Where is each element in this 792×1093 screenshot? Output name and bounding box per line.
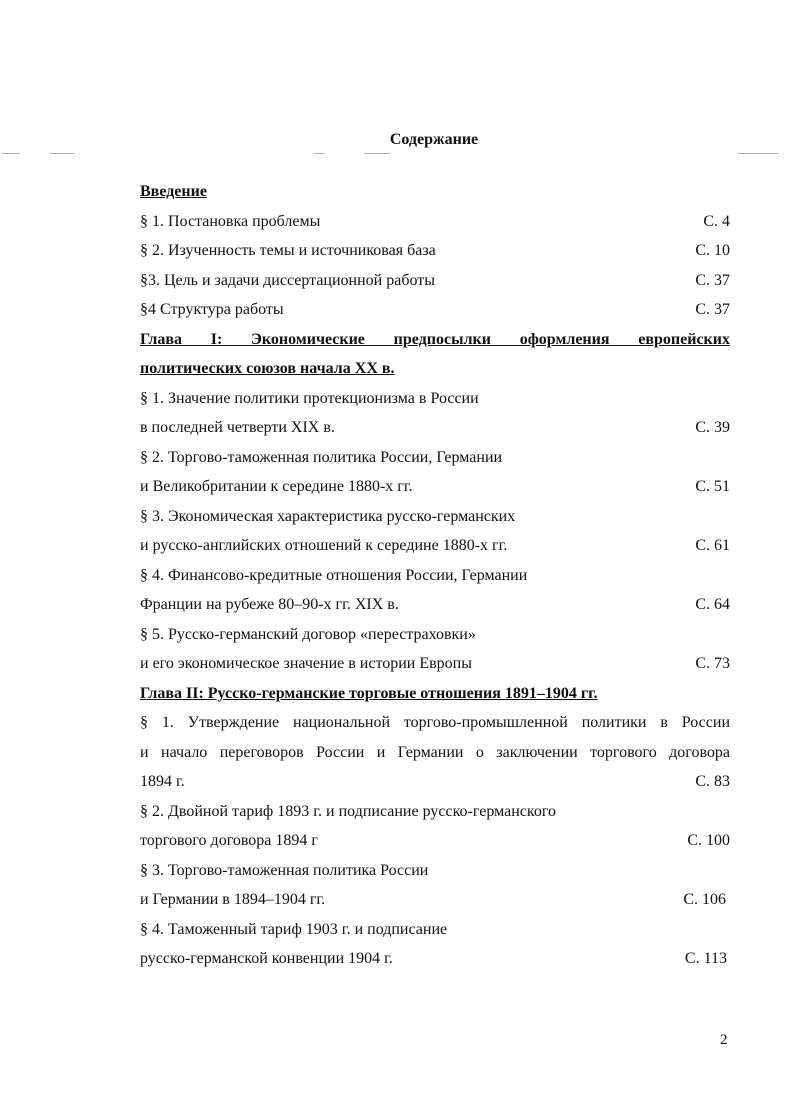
toc-entry-page: С. 73 [695,655,730,672]
toc-entry-line2: и начало переговоров России и Германии о заключении торгового договора [140,744,730,761]
toc-entry-text: и его экономическое значение в истории Европы [140,655,472,672]
page-title: Содержание [389,131,479,148]
chapter1-heading-line1: Глава I: Экономические предпосылки оформления европейских [140,331,730,348]
toc-entry-line1: § 3. Торгово-таможенная политика России [140,862,429,879]
toc-entry-page: С. 100 [687,832,730,849]
toc-entry-page: С. 61 [695,537,730,554]
toc-entry-line1: § 4. Финансово-кредитные отношения России, Германии [140,567,528,584]
scan-line [50,153,74,154]
toc-entry-line1: § 1. Утверждение национальной торгово-промышленной политики в России [140,714,730,731]
scan-line [2,153,20,154]
toc-entry-line1: § 4. Таможенный тариф 1903 г. и подписание [140,921,448,938]
toc-entry-text: §4 Структура работы [140,301,284,318]
toc-entry-text: и Германии в 1894–1904 гг. [140,891,326,908]
toc-entry-page: С. 51 [695,478,730,495]
toc-entry-text: 1894 г. [140,773,185,790]
toc-entry-page: С. 4 [703,213,730,230]
toc-entry-line1: § 3. Экономическая характеристика русско-германских [140,508,516,525]
intro-heading: Введение [140,183,207,200]
toc-entry-text: Франции на рубеже 80–90-х гг. XIX в. [140,596,399,613]
toc-entry-text: русско-германской конвенции 1904 г. [140,950,393,967]
scan-line [313,153,325,154]
toc-entry-page: С. 39 [695,419,730,436]
toc-entry-page: С. 10 [695,242,730,259]
toc-entry-page: С. 83 [695,773,730,790]
toc-entry-text: § 1. Постановка проблемы [140,213,321,230]
toc-entry-text: и Великобритании к середине 1880-х гг. [140,478,413,495]
toc-entry-text: §3. Цель и задачи диссертационной работы [140,272,435,289]
toc-entry-text: § 2. Изученность темы и источниковая база [140,242,436,259]
toc-entry-page: С. 113 [684,950,727,967]
toc-entry-page: С. 37 [695,301,730,318]
toc-entry-page: С. 64 [695,596,730,613]
toc-entry-line1: § 2. Торгово-таможенная политика России, Германии [140,449,503,466]
toc-entry-text: и русско-английских отношений к середине 1880-х гг. [140,537,508,554]
toc-entry-line1: § 2. Двойной тариф 1893 г. и подписание русско-германского [140,803,556,820]
scan-line [364,153,390,154]
page-number: 2 [720,1032,728,1048]
toc-entry-line1: § 5. Русско-германский договор «перестраховки» [140,626,476,643]
chapter1-heading-line2: политических союзов начала XX в. [140,360,395,377]
toc-entry-page: С. 37 [695,272,730,289]
toc-entry-text: торгового договора 1894 г [140,832,318,849]
toc-entry-text: в последней четверти XIX в. [140,419,335,436]
toc-entry-line1: § 1. Значение политики протекционизма в России [140,390,479,407]
scan-line [738,153,778,154]
toc-entry-page: С. 106 [683,891,726,908]
chapter2-heading: Глава II: Русско-германские торговые отношения 1891–1904 гг. [140,685,598,702]
